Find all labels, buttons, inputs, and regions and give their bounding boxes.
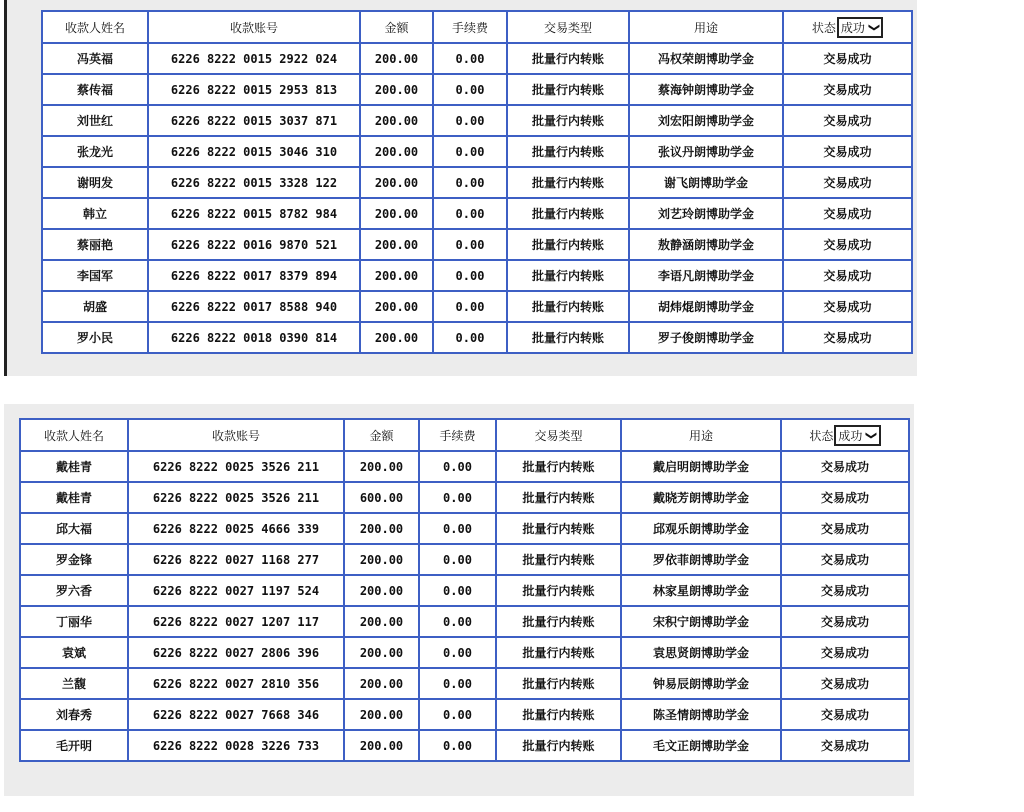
cell-fee: 0.00 [419, 606, 496, 637]
transaction-panel-1 [4, 0, 917, 376]
cell-name: 韩立 [42, 198, 148, 229]
table-header-row [42, 11, 912, 43]
cell-status: 交易成功 [781, 699, 909, 730]
header-account: 收款账号 [128, 419, 344, 451]
cell-name: 罗六香 [20, 575, 128, 606]
cell-status: 交易成功 [783, 322, 912, 353]
cell-fee: 0.00 [433, 322, 507, 353]
cell-amount: 200.00 [360, 322, 433, 353]
header-account: 收款账号 [148, 11, 360, 43]
cell-purpose: 李语凡朗博助学金 [629, 260, 783, 291]
cell-type: 批量行内转账 [507, 105, 629, 136]
cell-name: 蔡传福 [42, 74, 148, 105]
cell-amount: 200.00 [344, 451, 419, 482]
cell-type: 批量行内转账 [496, 730, 621, 761]
table-row [42, 291, 912, 322]
cell-status: 交易成功 [781, 606, 909, 637]
table-row [20, 606, 909, 637]
cell-amount: 200.00 [344, 606, 419, 637]
table-row [42, 43, 912, 74]
cell-type: 批量行内转账 [496, 575, 621, 606]
cell-status: 交易成功 [781, 730, 909, 761]
transaction-table-1 [41, 10, 913, 354]
cell-status: 交易成功 [781, 451, 909, 482]
header-fee: 手续费 [419, 419, 496, 451]
transaction-table-2 [19, 418, 910, 762]
cell-name: 谢明发 [42, 167, 148, 198]
header-name: 收款人姓名 [20, 419, 128, 451]
status-label: 状态 [811, 20, 836, 35]
cell-name: 李国军 [42, 260, 148, 291]
cell-fee: 0.00 [419, 637, 496, 668]
cell-purpose: 袁思贤朗博助学金 [621, 637, 781, 668]
cell-fee: 0.00 [419, 699, 496, 730]
cell-purpose: 蔡海钟朗博助学金 [629, 74, 783, 105]
cell-account: 6226 8222 0015 3037 871 [148, 105, 360, 136]
cell-fee: 0.00 [419, 730, 496, 761]
cell-account: 6226 8222 0015 2922 024 [148, 43, 360, 74]
status-filter-select[interactable] [837, 17, 883, 38]
cell-type: 批量行内转账 [507, 43, 629, 74]
cell-name: 罗金锋 [20, 544, 128, 575]
cell-purpose: 刘艺玲朗博助学金 [629, 198, 783, 229]
cell-purpose: 谢飞朗博助学金 [629, 167, 783, 198]
cell-type: 批量行内转账 [507, 136, 629, 167]
cell-type: 批量行内转账 [507, 74, 629, 105]
cell-type: 批量行内转账 [496, 606, 621, 637]
cell-fee: 0.00 [433, 136, 507, 167]
cell-status: 交易成功 [781, 637, 909, 668]
cell-account: 6226 8222 0015 2953 813 [148, 74, 360, 105]
cell-purpose: 林家星朗博助学金 [621, 575, 781, 606]
cell-purpose: 戴晓芳朗博助学金 [621, 482, 781, 513]
cell-name: 蔡丽艳 [42, 229, 148, 260]
cell-fee: 0.00 [433, 43, 507, 74]
cell-amount: 200.00 [360, 74, 433, 105]
table-header-row [20, 419, 909, 451]
cell-type: 批量行内转账 [507, 291, 629, 322]
cell-purpose: 胡炜焜朗博助学金 [629, 291, 783, 322]
cell-fee: 0.00 [419, 451, 496, 482]
cell-fee: 0.00 [433, 260, 507, 291]
cell-fee: 0.00 [419, 513, 496, 544]
table-row [20, 451, 909, 482]
cell-account: 6226 8222 0018 0390 814 [148, 322, 360, 353]
transaction-panel-2 [4, 404, 914, 796]
status-filter-value: 成功 [840, 20, 865, 35]
cell-name: 戴桂青 [20, 482, 128, 513]
header-status [781, 419, 909, 451]
chevron-down-icon: ❯ [868, 22, 882, 32]
cell-fee: 0.00 [419, 668, 496, 699]
cell-type: 批量行内转账 [496, 482, 621, 513]
cell-account: 6226 8222 0025 3526 211 [128, 482, 344, 513]
table-row [42, 74, 912, 105]
header-amount: 金额 [344, 419, 419, 451]
cell-fee: 0.00 [419, 544, 496, 575]
table-row [42, 229, 912, 260]
cell-name: 袁斌 [20, 637, 128, 668]
header-purpose: 用途 [621, 419, 781, 451]
cell-status: 交易成功 [783, 198, 912, 229]
header-status [783, 11, 912, 43]
cell-status: 交易成功 [783, 291, 912, 322]
cell-type: 批量行内转账 [496, 451, 621, 482]
cell-fee: 0.00 [433, 167, 507, 198]
cell-fee: 0.00 [433, 291, 507, 322]
cell-name: 毛开明 [20, 730, 128, 761]
cell-fee: 0.00 [433, 229, 507, 260]
cell-purpose: 刘宏阳朗博助学金 [629, 105, 783, 136]
cell-amount: 200.00 [360, 136, 433, 167]
table-row [20, 544, 909, 575]
cell-fee: 0.00 [419, 482, 496, 513]
cell-type: 批量行内转账 [496, 699, 621, 730]
table-row [20, 730, 909, 761]
cell-account: 6226 8222 0017 8588 940 [148, 291, 360, 322]
table-row [42, 260, 912, 291]
cell-status: 交易成功 [781, 544, 909, 575]
cell-account: 6226 8222 0027 2810 356 [128, 668, 344, 699]
cell-purpose: 罗依菲朗博助学金 [621, 544, 781, 575]
cell-account: 6226 8222 0015 3328 122 [148, 167, 360, 198]
cell-amount: 200.00 [344, 668, 419, 699]
cell-status: 交易成功 [781, 482, 909, 513]
cell-status: 交易成功 [783, 260, 912, 291]
cell-amount: 200.00 [344, 575, 419, 606]
cell-name: 冯英福 [42, 43, 148, 74]
table-row [42, 198, 912, 229]
header-type: 交易类型 [496, 419, 621, 451]
cell-purpose: 敖静涵朗博助学金 [629, 229, 783, 260]
cell-purpose: 邱观乐朗博助学金 [621, 513, 781, 544]
cell-purpose: 张议丹朗博助学金 [629, 136, 783, 167]
status-filter-value: 成功 [838, 428, 863, 443]
header-fee: 手续费 [433, 11, 507, 43]
cell-fee: 0.00 [433, 105, 507, 136]
cell-purpose: 戴启明朗博助学金 [621, 451, 781, 482]
header-purpose: 用途 [629, 11, 783, 43]
cell-purpose: 宋积宁朗博助学金 [621, 606, 781, 637]
table-row [42, 105, 912, 136]
cell-type: 批量行内转账 [496, 513, 621, 544]
cell-amount: 200.00 [360, 167, 433, 198]
cell-amount: 200.00 [344, 513, 419, 544]
cell-name: 丁丽华 [20, 606, 128, 637]
cell-name: 刘世红 [42, 105, 148, 136]
cell-account: 6226 8222 0027 7668 346 [128, 699, 344, 730]
cell-fee: 0.00 [433, 74, 507, 105]
cell-amount: 200.00 [344, 544, 419, 575]
cell-amount: 200.00 [360, 260, 433, 291]
cell-type: 批量行内转账 [507, 260, 629, 291]
cell-status: 交易成功 [783, 74, 912, 105]
cell-account: 6226 8222 0027 1168 277 [128, 544, 344, 575]
cell-fee: 0.00 [433, 198, 507, 229]
header-name: 收款人姓名 [42, 11, 148, 43]
cell-account: 6226 8222 0015 3046 310 [148, 136, 360, 167]
cell-purpose: 冯权荣朗博助学金 [629, 43, 783, 74]
table-row [42, 167, 912, 198]
cell-amount: 200.00 [344, 730, 419, 761]
cell-account: 6226 8222 0025 3526 211 [128, 451, 344, 482]
cell-amount: 200.00 [360, 105, 433, 136]
cell-status: 交易成功 [783, 136, 912, 167]
header-type: 交易类型 [507, 11, 629, 43]
table-row [42, 136, 912, 167]
status-filter-select[interactable] [834, 425, 880, 446]
cell-name: 张龙光 [42, 136, 148, 167]
cell-name: 罗小民 [42, 322, 148, 353]
cell-type: 批量行内转账 [496, 544, 621, 575]
cell-account: 6226 8222 0017 8379 894 [148, 260, 360, 291]
cell-amount: 200.00 [360, 291, 433, 322]
cell-account: 6226 8222 0027 2806 396 [128, 637, 344, 668]
cell-name: 刘春秀 [20, 699, 128, 730]
table-row [20, 668, 909, 699]
cell-status: 交易成功 [783, 105, 912, 136]
cell-type: 批量行内转账 [496, 637, 621, 668]
cell-status: 交易成功 [783, 167, 912, 198]
cell-name: 胡盛 [42, 291, 148, 322]
cell-amount: 200.00 [360, 198, 433, 229]
cell-account: 6226 8222 0025 4666 339 [128, 513, 344, 544]
header-amount: 金额 [360, 11, 433, 43]
cell-status: 交易成功 [783, 229, 912, 260]
cell-status: 交易成功 [781, 575, 909, 606]
table-row [20, 575, 909, 606]
cell-type: 批量行内转账 [507, 322, 629, 353]
cell-purpose: 陈圣情朗博助学金 [621, 699, 781, 730]
cell-account: 6226 8222 0015 8782 984 [148, 198, 360, 229]
status-label: 状态 [809, 428, 834, 443]
cell-amount: 200.00 [344, 699, 419, 730]
chevron-down-icon: ❯ [865, 430, 879, 440]
cell-type: 批量行内转账 [496, 668, 621, 699]
cell-status: 交易成功 [781, 668, 909, 699]
cell-type: 批量行内转账 [507, 229, 629, 260]
table-row [20, 637, 909, 668]
cell-purpose: 钟易辰朗博助学金 [621, 668, 781, 699]
cell-name: 邱大福 [20, 513, 128, 544]
cell-account: 6226 8222 0028 3226 733 [128, 730, 344, 761]
cell-status: 交易成功 [783, 43, 912, 74]
cell-amount: 200.00 [360, 229, 433, 260]
table-row [20, 513, 909, 544]
cell-name: 戴桂青 [20, 451, 128, 482]
cell-amount: 600.00 [344, 482, 419, 513]
table-row [42, 322, 912, 353]
table-row [20, 699, 909, 730]
cell-fee: 0.00 [419, 575, 496, 606]
cell-status: 交易成功 [781, 513, 909, 544]
cell-type: 批量行内转账 [507, 167, 629, 198]
cell-type: 批量行内转账 [507, 198, 629, 229]
cell-account: 6226 8222 0027 1207 117 [128, 606, 344, 637]
cell-account: 6226 8222 0016 9870 521 [148, 229, 360, 260]
cell-purpose: 罗子俊朗博助学金 [629, 322, 783, 353]
cell-amount: 200.00 [344, 637, 419, 668]
table-row [20, 482, 909, 513]
cell-purpose: 毛文正朗博助学金 [621, 730, 781, 761]
cell-name: 兰馥 [20, 668, 128, 699]
cell-account: 6226 8222 0027 1197 524 [128, 575, 344, 606]
cell-amount: 200.00 [360, 43, 433, 74]
